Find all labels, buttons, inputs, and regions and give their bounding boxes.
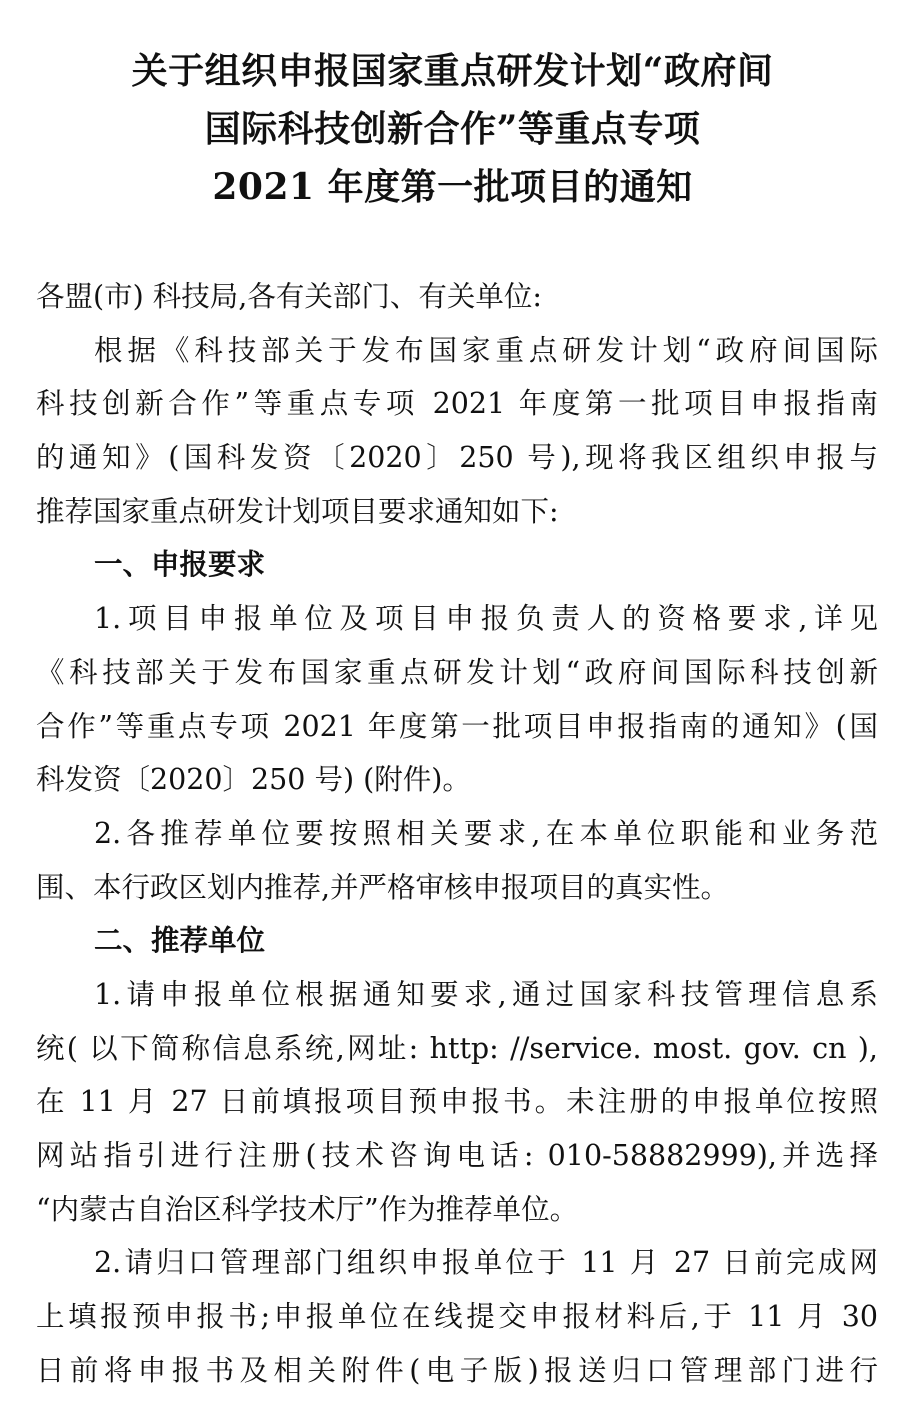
paragraph-line: 2.各推荐单位要按照相关要求,在本单位职能和业务范 — [94, 816, 878, 850]
paragraph-line: 的通知》(国科发资〔2020〕250 号),现将我区组织申报与 — [36, 441, 878, 475]
paragraph-line: 上填报预申报书;申报单位在线提交申报材料后,于 11 月 30 — [36, 1300, 878, 1334]
section-heading-requirements: 一、申报要求 — [94, 548, 266, 582]
notice-body — [36, 270, 878, 1397]
title-line-1: 关于组织申报国家重点研发计划“政府间 — [131, 50, 774, 92]
paragraph-line: 《科技部关于发布国家重点研发计划“政府间国际科技创新 — [36, 655, 878, 689]
paragraph-line: 1.请申报单位根据通知要求,通过国家科技管理信息系 — [94, 977, 878, 1011]
notice-title — [0, 42, 905, 216]
paragraph-line: 在 11 月 27 日前填报项目预申报书。未注册的申报单位按照 — [36, 1085, 878, 1119]
paragraph-line: 合作”等重点专项 2021 年度第一批项目申报指南的通知》(国 — [36, 709, 878, 743]
paragraph-line: 2.请归口管理部门组织申报单位于 11 月 27 日前完成网 — [94, 1246, 878, 1280]
section-heading-recommending-units: 二、推荐单位 — [94, 924, 266, 958]
paragraph-line: 科发资〔2020〕250 号) (附件)。 — [36, 763, 471, 797]
paragraph-line: “内蒙古自治区科学技术厅”作为推荐单位。 — [36, 1192, 579, 1226]
paragraph-line: 日前将申报书及相关附件(电子版)报送归口管理部门进行 — [36, 1353, 878, 1387]
paragraph-line: 科技创新合作”等重点专项 2021 年度第一批项目申报指南 — [36, 387, 878, 421]
paragraph-line: 推荐国家重点研发计划项目要求通知如下: — [36, 494, 559, 528]
paragraph-line: 1.项目申报单位及项目申报负责人的资格要求,详见 — [94, 602, 878, 636]
salutation: 各盟(市) 科技局,各有关部门、有关单位: — [36, 280, 542, 313]
paragraph-line: 围、本行政区划内推荐,并严格审核申报项目的真实性。 — [36, 870, 730, 904]
title-line-3: 2021 年度第一批项目的通知 — [212, 166, 693, 208]
paragraph-line: 网站指引进行注册(技术咨询电话: 010-58882999),并选择 — [36, 1139, 878, 1172]
paragraph-line: 统( 以下简称信息系统,网址: http: //service. most. gov. cn ), — [36, 1031, 878, 1065]
title-line-2: 国际科技创新合作”等重点专项 — [204, 108, 701, 150]
paragraph-line: 根据《科技部关于发布国家重点研发计划“政府间国际 — [94, 333, 878, 367]
